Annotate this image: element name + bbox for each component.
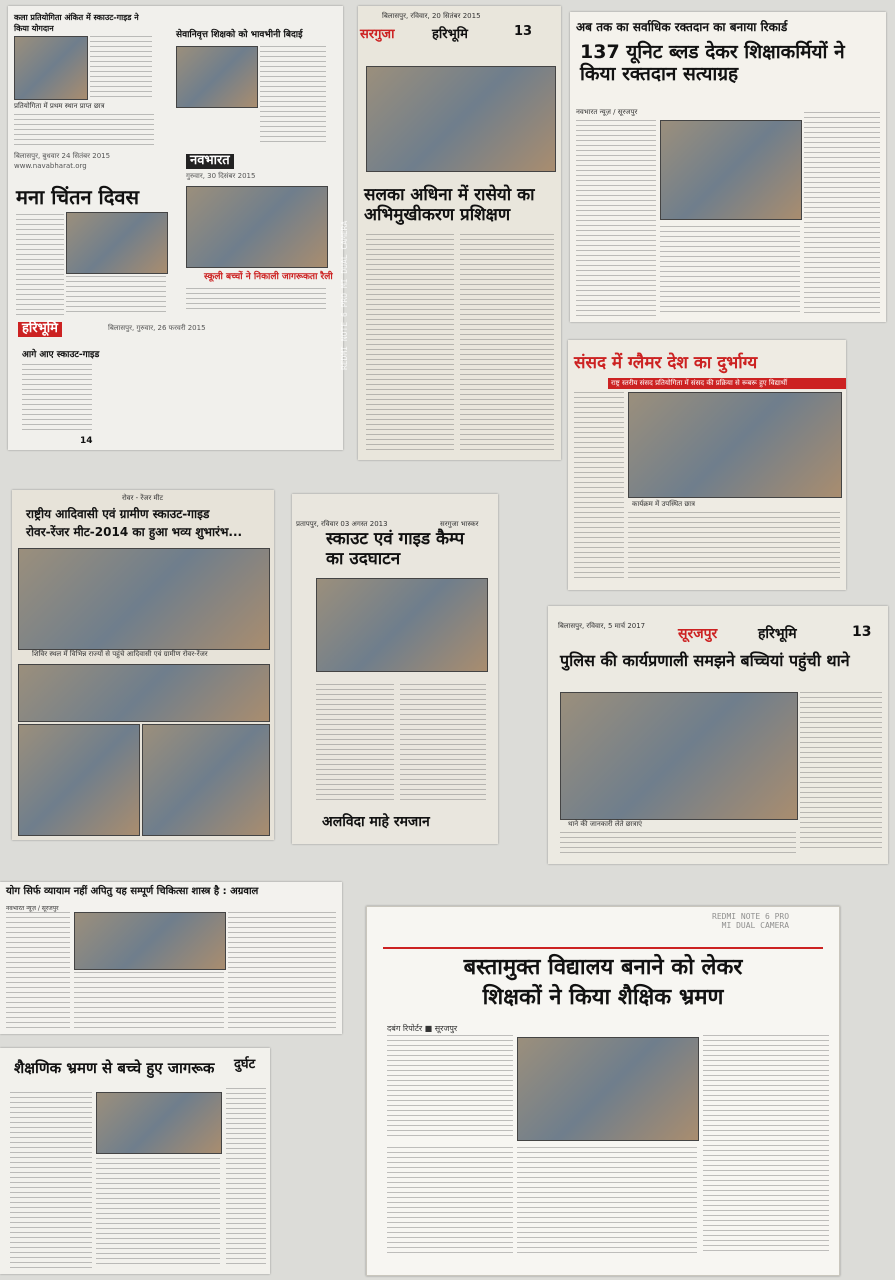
clip1-heading-2: सेवानिवृत्त शिक्षको को भावभीनी बिदाई: [176, 30, 303, 40]
clip6-date: प्रतापपुर, रविवार 03 अगस्त 2013: [296, 520, 388, 528]
clip1-page-number: 14: [80, 436, 93, 446]
clip1-photo-1: [14, 36, 88, 100]
clip5-caption: शिविर स्थल में विभिन्न राज्यों से पहुंचे आदिवासी एवं ग्रामीण रोवर-रेंजर: [32, 650, 208, 658]
clip2-heading: सलका अधिना में रासेयो का अभिमुखीकरण प्रशिक्षण: [364, 185, 535, 225]
clip7-heading: पुलिस की कार्यप्रणाली समझने बच्चियां पहुंची थाने: [560, 651, 850, 670]
camera-watermark-1: [340, 221, 349, 370]
clip6-text-left: [316, 684, 394, 804]
clip8-photo: [74, 912, 226, 970]
camera-watermark-2-line2: MI DUAL CAMERA: [721, 921, 790, 930]
clipping-educational-tour: [0, 1048, 270, 1274]
clip4-text-left: [574, 392, 624, 582]
clip1-photo-4: [186, 186, 328, 268]
clip1-heading-3: मना चिंतन दिवस: [16, 185, 139, 209]
clip8-byline: नवभारत न्यूज़ / सूरजपुर: [6, 905, 59, 912]
clip7-caption: थाने की जानकारी लेते छात्राएं: [568, 820, 643, 828]
clipping-yoga: [0, 882, 342, 1034]
clip2-text-right: [460, 234, 554, 452]
clip2-text-left: [366, 234, 454, 452]
clip2-paper: हरिभूमि: [432, 27, 468, 42]
clip7-photo: [560, 692, 798, 820]
clip1-top-caption: कला प्रतियोगिता अंकित में स्काउट-गाइड ने किया योगदान: [14, 13, 139, 33]
clip5-photo-1: [18, 548, 270, 650]
camera-watermark-1-line2: MI DUAL CAMERA: [340, 220, 349, 289]
clipping-bag-free-school: [366, 906, 840, 1276]
clip5-heading-line1: राष्ट्रीय आदिवासी एवं ग्रामीण स्काउट-गाइड: [26, 507, 210, 521]
clip1-text-6: [186, 288, 326, 312]
clip9-photo: [96, 1092, 222, 1154]
clip3-kicker: अब तक का सर्वाधिक रक्तदान का बनाया रिकार्ड: [576, 20, 788, 34]
clip3-text-right: [804, 112, 880, 316]
clip1-text-1: [90, 36, 152, 98]
camera-watermark-2-line1: REDMI NOTE 6 PRO: [712, 912, 790, 921]
clip9-text-1: [10, 1092, 92, 1268]
camera-watermark-2: [712, 912, 789, 930]
clip9-right-heading: दुर्घट: [234, 1057, 256, 1072]
clip5-photo-4: [142, 724, 270, 836]
clip10-text-1: [387, 1035, 513, 1139]
clip7-text-bottom: [560, 832, 796, 856]
clip2-photo: [366, 66, 556, 172]
clip3-text-left: [576, 120, 656, 316]
clip9-text-2: [96, 1158, 220, 1268]
clip2-section: सरगुजा: [360, 27, 395, 42]
clip7-page: 13: [852, 624, 872, 640]
clip5-photo-3: [18, 724, 140, 836]
clipping-rover-ranger-meet: [12, 490, 274, 840]
clip4-sub: राष्ट्र स्तरीय संसद प्रतियोगिता में संसद की प्रक्रिया से रूबरू हुए विद्यार्थी: [608, 378, 846, 389]
clip7-paper: हरिभूमि: [758, 626, 797, 642]
clip7-section: सूरजपुर: [678, 626, 718, 642]
clip10-text-4: [517, 1147, 697, 1253]
clip1-date-4: बिलासपुर, गुरुवार, 26 फरवरी 2015: [108, 324, 206, 332]
clipping-collage-1: [8, 6, 343, 450]
clip4-caption: कार्यक्रम में उपस्थित छात्र: [632, 500, 695, 508]
clip1-photo-3: [66, 212, 168, 274]
clip5-masthead: रोवर - रेंजर मीट: [122, 494, 164, 502]
clip2-date: बिलासपुर, रविवार, 20 सितंबर 2015: [382, 12, 481, 20]
clip9-heading: शैक्षणिक भ्रमण से बच्चे हुए जागरूक: [14, 1059, 215, 1077]
clip3-heading: 137 यूनिट ब्लड देकर शिक्षाकर्मियों ने किया रक्तदान सत्याग्रह: [580, 41, 845, 85]
clip1-heading-4: स्कूली बच्चों ने निकाली जागरूकता रैली: [204, 272, 333, 282]
clipping-youth-parliament: [568, 340, 846, 590]
clip5-photo-2: [18, 664, 270, 722]
clip3-byline: नवभारत न्यूज़ / सूरजपुर: [576, 108, 638, 116]
clip6-heading: स्काउट एवं गाइड कैम्प का उदघाटन: [326, 529, 465, 569]
clip4-photo: [628, 392, 842, 498]
clip1-text-3: [260, 46, 326, 146]
clip1-photo-caption: प्रतियोगिता में प्रथम स्थान प्राप्त छात्र: [14, 102, 105, 110]
clip10-top-rule: [383, 947, 823, 949]
clip8-text-2: [74, 972, 224, 1028]
clipping-blood-donation: [570, 12, 886, 322]
clip8-text-1: [6, 912, 70, 1028]
clipping-rasayo-training: [358, 6, 561, 460]
clipping-scout-camp: [292, 494, 498, 844]
clip7-text-right: [800, 692, 882, 852]
clip10-photo: [517, 1037, 699, 1141]
clip1-url: www.navabharat.org: [14, 162, 87, 170]
clip10-text-2: [703, 1035, 829, 1253]
clip10-byline: दबंग रिपोर्टर ■ सूरजपुर: [387, 1024, 458, 1033]
clip5-heading-line2: रोवर-रेंजर मीट-2014 का हुआ भव्य शुभारंभ...: [26, 525, 243, 539]
clip1-photo-2: [176, 46, 258, 108]
clip6-footer: अलविदा माहे रमजान: [322, 814, 430, 830]
clip1-text-2: [14, 114, 154, 148]
clip6-section: सरगुजा भास्कर: [440, 520, 479, 528]
clip1-date-2: गुरुवार, 30 दिसंबर 2015: [186, 172, 256, 180]
clip4-heading: संसद में ग्लैमर देश का दुर्भाग्य: [574, 353, 758, 373]
clip6-photo: [316, 578, 488, 672]
clipping-police-visit: [548, 606, 888, 864]
clip1-paper-2: नवभारत: [186, 154, 234, 169]
clip4-text-right: [628, 512, 840, 582]
clip8-heading: योग सिर्फ व्यायाम नहीं अपितु यह सम्पूर्ण चिकित्सा शास्त्र है : अग्रवाल: [6, 886, 259, 897]
clip10-heading-line2: शिक्षकों ने किया शैक्षिक भ्रमण: [482, 985, 724, 1010]
clip8-text-3: [228, 912, 336, 1028]
clip7-date: बिलासपुर, रविवार, 5 मार्च 2017: [558, 622, 646, 630]
clip1-text-7: [22, 364, 92, 432]
clip1-heading-6: आगे आए स्काउट-गाइड: [22, 350, 100, 360]
clip1-text-4: [16, 214, 64, 316]
clip9-text-3: [226, 1088, 266, 1268]
clip2-page: 13: [514, 24, 533, 39]
clip1-text-5: [66, 276, 166, 316]
clip3-photo: [660, 120, 802, 220]
clip3-text-bottom: [660, 226, 800, 316]
clip10-heading-line1: बस्तामुक्त विद्यालय बनाने को लेकर: [463, 955, 743, 980]
camera-watermark-1-line1: REDMI NOTE 6 PRO: [340, 292, 349, 370]
clip1-footer: बिलासपुर, बुधवार 24 सितंबर 2015: [14, 152, 111, 160]
clip1-paper-5: हरिभूमि: [18, 322, 62, 337]
clip10-text-3: [387, 1147, 513, 1253]
clip6-text-right: [400, 684, 486, 804]
